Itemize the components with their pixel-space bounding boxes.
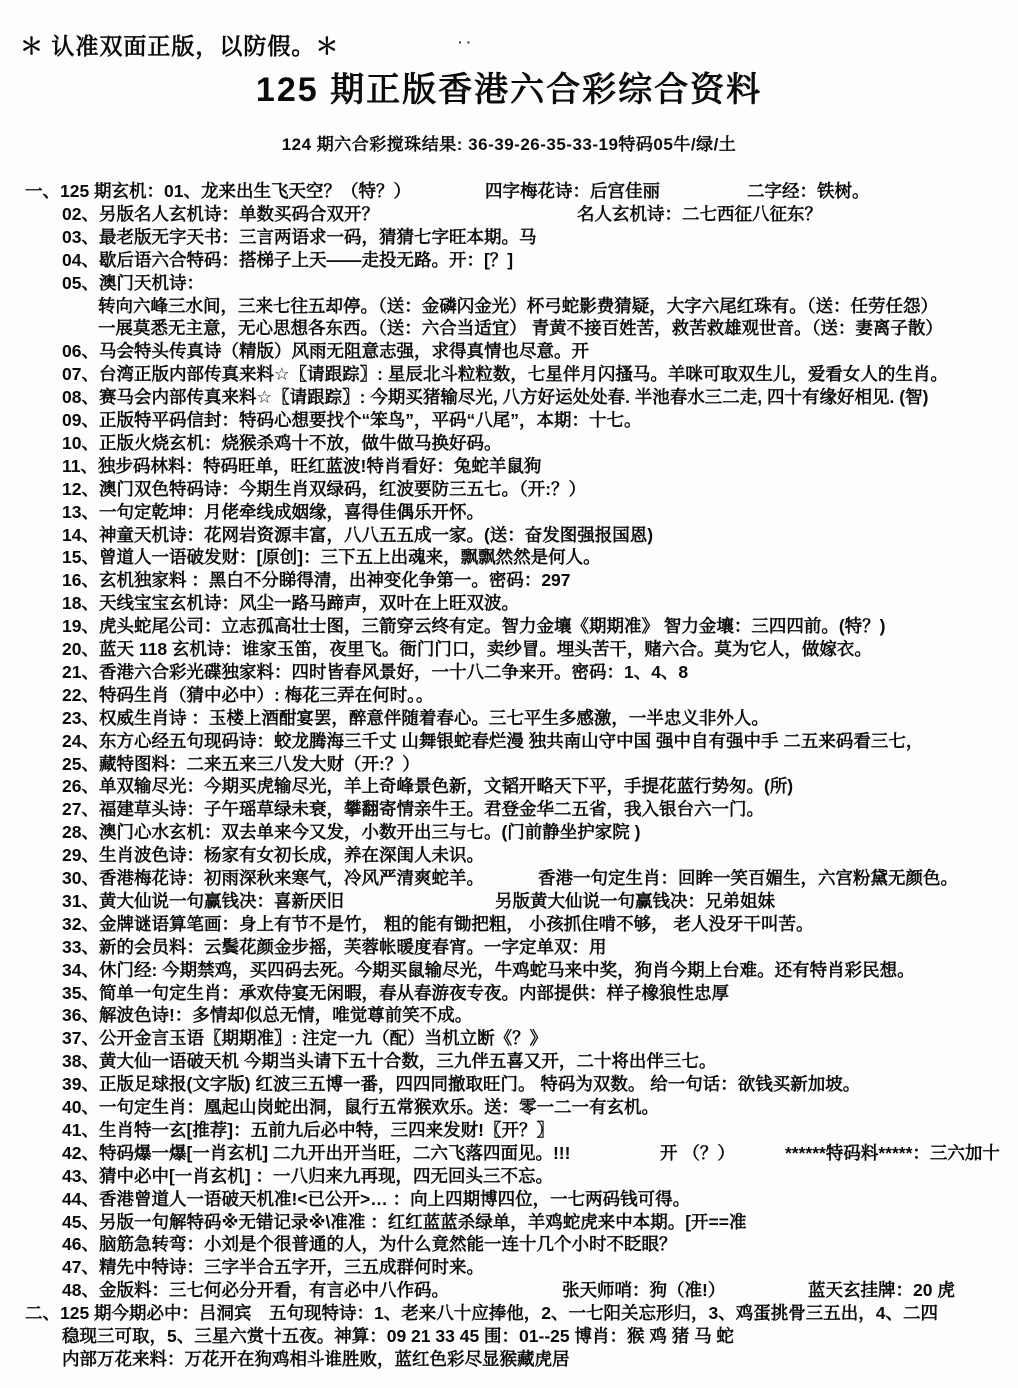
- text-segment: 25、藏特图料：二来五来三八发大财（开:？）: [62, 753, 420, 774]
- text-segment: 38、黄大仙一语破天机 今期当头请下五十合数，三九伴五喜又开，二十将出伴三七。: [62, 1051, 717, 1072]
- text-segment: 23、权威生肖诗 ：玉楼上酒酣宴罢，醉意伴随着春心。三七平生多感激，一半忠义非外人。: [62, 707, 769, 728]
- content-line: [0, 684, 1018, 707]
- content-line: [0, 867, 1018, 890]
- content-line: [0, 1256, 1018, 1279]
- text-segment: 48、金版料：三七何必分开看，有言必中八作码。: [62, 1280, 449, 1301]
- content-line: [0, 478, 1018, 501]
- previous-draw-result: 124 期六合彩搅珠结果: 36-39-26-35-33-19特码05牛/绿/土: [281, 135, 737, 154]
- content-line: [0, 615, 1018, 638]
- text-segment: ******特码料*****：三六加十: [785, 1142, 1000, 1163]
- text-segment: 36、解波色诗!：多情却似总无情，唯觉尊前笑不成。: [62, 1005, 473, 1026]
- anti-fake-notice: ＊ 认准双面正版，以防假。＊: [20, 33, 340, 59]
- content-line: [0, 638, 1018, 661]
- text-segment: 蓝天玄挂牌：20 虎: [808, 1280, 955, 1301]
- text-segment: 稳现三可取，5、三星六赏十五夜。神算：09 21 33 45 围：01--25 博肖：猴 鸡 猪 马 蛇: [62, 1326, 734, 1346]
- text-segment: 20、蓝天 118 玄机诗：谁家玉笛，夜里飞。衙门门口，卖纱冒。埋头苦干，赌六合。莫为它人，做嫁衣。: [62, 639, 872, 659]
- text-segment: 19、虎头蛇尾公司：立志孤高壮士图，三箭穿云终有定。智力金壤《期期准》 智力金壤：三四四前。(特？): [62, 616, 886, 637]
- text-segment: 张天师哨：狗（准!）: [562, 1280, 726, 1301]
- content-line: [0, 272, 1018, 295]
- text-segment: 05、澳门天机诗：: [62, 272, 204, 293]
- text-segment: 45、另版一句解特码※无错记录※\准准 ：红红蓝蓝杀绿单，羊鸡蛇虎来中本期。[开==准: [62, 1211, 747, 1232]
- content-line: [0, 959, 1018, 982]
- document-body: [0, 180, 1018, 1380]
- text-segment: 一、125 期玄机：01、龙来出生飞天空？（特？）: [25, 181, 412, 201]
- text-segment: 21、香港六合彩光碟独家料：四时皆春风景好，一十八二争来开。密码：1、4、8: [62, 661, 689, 682]
- content-line: [0, 890, 1018, 913]
- content-line: [0, 775, 1018, 798]
- text-segment: 44、香港曾道人一语破天机准!<已公开>… ：向上四期博四位，一七两码钱可得。: [62, 1188, 691, 1209]
- text-segment: 13、一句定乾坤：月佬牵线成姻缘，喜得佳偶乐开怀。: [62, 501, 484, 522]
- content-line: [0, 569, 1018, 592]
- text-segment: 22、特码生肖（猜中必中）: 梅花三弄在何时。。: [62, 684, 434, 705]
- content-line: [0, 524, 1018, 547]
- text-segment: 42、特码爆一爆[一肖玄机] 二九开出开当旺，二六飞落四面见。!!!: [62, 1142, 571, 1163]
- text-segment: 30、香港梅花诗：初雨深秋来寒气，冷风严清爽蛇羊。: [62, 868, 484, 888]
- content-line: [0, 1302, 1018, 1325]
- content-line: [0, 546, 1018, 569]
- content-line: [0, 203, 1018, 226]
- text-segment: 18、天线宝宝玄机诗：风尘一路马蹄声，双叶在上旺双波。: [62, 593, 519, 614]
- content-line: [0, 1211, 1018, 1234]
- content-line: [0, 455, 1018, 478]
- text-segment: 31、黄大仙说一句赢钱决：喜新厌旧: [62, 890, 344, 911]
- text-segment: 39、正版足球报(文字版) 红波三五博一番，四四同撤取旺门。 特码为双数。 给一句话：欲钱买新加坡。: [62, 1074, 861, 1095]
- text-segment: 46、脑筋急转弯：小刘是个很普通的人，为什么竟然能一连十几个小时不眨眼？: [62, 1234, 677, 1255]
- content-line: [0, 295, 1018, 318]
- text-segment: 29、生肖波色诗：杨家有女初长成，养在深闺人未识。: [62, 845, 484, 866]
- scan-dots-artifact: · ·: [458, 34, 472, 50]
- text-segment: 14、神童天机诗：花网岩资源丰富，八八五五成一家。(送：奋发图强报国恩): [62, 524, 654, 545]
- content-line: [0, 753, 1018, 776]
- text-segment: 香港一句定生肖：回眸一笑百媚生，六宫粉黛无颜色。: [538, 868, 958, 888]
- content-line: [0, 180, 1018, 203]
- content-line: [0, 501, 1018, 524]
- content-line: [0, 844, 1018, 867]
- text-segment: 33、新的会员料：云鬓花颜金步摇，芙蓉帐暖度春宵。一字定单双：用: [62, 936, 607, 957]
- content-line: [0, 409, 1018, 432]
- text-segment: 03、最老版无字天书：三言两语求一码，猜猜七字旺本期。马: [62, 226, 537, 247]
- content-line: [0, 1165, 1018, 1188]
- text-segment: 15、曾道人一语破发财：[原创]：三下五上出魂来，飘飘然然是何人。: [62, 547, 601, 568]
- text-segment: 16、玄机独家料 ：黑白不分睇得清，出神变化争第一。密码：297: [62, 570, 571, 591]
- text-segment: 07、台湾正版内部传真来料☆〖请跟踪〗: 星辰北斗粒粒数，七星伴月闪搔马。羊咪可取双生儿，爱看女人的生肖。: [62, 364, 948, 385]
- content-line: [0, 1188, 1018, 1211]
- text-segment: 10、正版火烧玄机：烧猴杀鸡十不放，做牛做马换好码。: [62, 432, 502, 453]
- text-segment: 41、生肖特一玄[推荐]：五前九后必中特，三四来发财!〖开？〗: [62, 1119, 554, 1140]
- content-line: [0, 730, 1018, 753]
- content-line: [0, 1348, 1018, 1371]
- content-line: [0, 1119, 1018, 1142]
- text-segment: 二、125 期今期必中：吕洞宾 五句现特诗：1、老来八十应捧他，2、一七阳关忘形归，3、鸡蛋挑骨三五出，4、二四: [25, 1303, 938, 1324]
- text-segment: 34、休门经: 今期禁鸡，买四码去死。今期买鼠输尽光，牛鸡蛇马来中奖，狗肖今期上台难。还有特肖彩民想。: [62, 959, 915, 980]
- content-line: [0, 798, 1018, 821]
- text-segment: 转向六峰三水间，三来七往五却停。（送：金磷闪金光）杯弓蛇影费猜疑，大字六尾红珠有。（送：任劳任怨）: [98, 295, 938, 316]
- content-line: [0, 432, 1018, 455]
- content-line: [0, 1073, 1018, 1096]
- content-line: [0, 363, 1018, 386]
- content-line: [0, 1050, 1018, 1073]
- text-segment: 26、单双输尽光：今期买虎输尽光，羊上奇峰景色新，文韬开略天下平，手提花蓝行势匆。(所): [62, 776, 794, 797]
- text-segment: 47、精先中特诗：三字半合五字开，三五成群何时来。: [62, 1257, 484, 1278]
- text-segment: 40、一句定生肖：凰起山岗蛇出洞，鼠行五常猴欢乐。送：零一二一有玄机。: [62, 1097, 659, 1117]
- content-line: [0, 913, 1018, 936]
- text-segment: 24、东方心经五句现码诗：蛟龙腾海三千丈 山舞银蛇春烂漫 独共南山守中国 强中自有强中手 二五来码看三七，: [62, 730, 924, 751]
- text-segment: 11、独步码林料：特码旺单，旺红蓝波!特肖看好：兔蛇羊鼠狗: [62, 455, 542, 476]
- content-line: [0, 1004, 1018, 1027]
- content-line: [0, 1142, 1018, 1165]
- text-segment: 另版黄大仙说一句赢钱决：兄弟姐妹: [495, 890, 775, 911]
- text-segment: 09、正版特平码信封：特码心想要找个“笨鸟”，平码“八尾”，本期：十七。: [62, 410, 642, 430]
- content-line: [0, 592, 1018, 615]
- text-segment: 内部万花来料：万花开在狗鸡相斗谁胜败，蓝红色彩尽显猴藏虎居: [62, 1348, 570, 1369]
- content-line: [0, 1096, 1018, 1119]
- text-segment: 08、赛马会内部传真来料☆〖请跟踪〗: 今期买猪输尽光, 八方好运处处春. 半池春水三二走, 四十有缘好相见. (智): [62, 387, 929, 408]
- content-line: [0, 982, 1018, 1005]
- content-line: [0, 386, 1018, 409]
- text-segment: 28、澳门心水玄机：双去单来今又发，小数开出三与七。(门前静坐护家院 ): [62, 822, 641, 843]
- text-segment: 35、简单一句定生肖：承欢侍宴无闲暇，春从春游夜专夜。内部提供：样子橡狼性忠厚: [62, 982, 729, 1003]
- text-segment: 一展莫悉无主意，无心思想各东西。（送：六合当适宜） 青黄不接百姓苦，救苦救雄观世音。（送：妻离子散）: [98, 318, 943, 339]
- content-line: [0, 1233, 1018, 1256]
- content-line: [0, 1325, 1018, 1348]
- content-line: [0, 1279, 1018, 1302]
- content-line: [0, 821, 1018, 844]
- text-segment: 二字经：铁树。: [747, 181, 870, 201]
- text-segment: 43、猜中必中[一肖玄机] ：一八归来九再现，四无回头三不忘。: [62, 1165, 553, 1186]
- content-line: [0, 936, 1018, 959]
- text-segment: 27、福建草头诗：子午瑶草绿未衰，攀翻寄情亲牛王。君登金华二五省，我入银台六一门。: [62, 799, 764, 820]
- text-segment: 开 （？）: [660, 1142, 735, 1163]
- text-segment: 名人玄机诗：二七西征八征东？: [577, 203, 822, 224]
- text-segment: 06、马会特头传真诗（精版）风雨无阻意志强，求得真情也尽意。开: [62, 341, 589, 362]
- content-line: [0, 1027, 1018, 1050]
- content-line: [0, 249, 1018, 272]
- content-line: [0, 661, 1018, 684]
- content-line: [0, 226, 1018, 249]
- text-segment: 四字梅花诗：后宫佳丽: [485, 181, 660, 201]
- content-line: [0, 707, 1018, 730]
- page-title: 125 期正版香港六合彩综合资料: [255, 71, 763, 109]
- content-line: [0, 317, 1018, 340]
- text-segment: 37、公开金言玉语〖期期准〗: 注定一九（配）当机立断《？》: [62, 1028, 548, 1049]
- text-segment: 32、金牌谜语算笔画：身上有节不是竹， 粗的能有锄把粗， 小孩抓住啃不够， 老人没牙干叫苦。: [62, 913, 814, 934]
- text-segment: 02、另版名人玄机诗：单数买码合双开？: [62, 203, 379, 224]
- content-line: [0, 340, 1018, 363]
- text-segment: 12、澳门双色特码诗：今期生肖双绿码，红波要防三五七。（开:？）: [62, 478, 587, 499]
- text-segment: 04、歇后语六合特码：搭梯子上天——走投无路。开：[？]: [62, 249, 514, 270]
